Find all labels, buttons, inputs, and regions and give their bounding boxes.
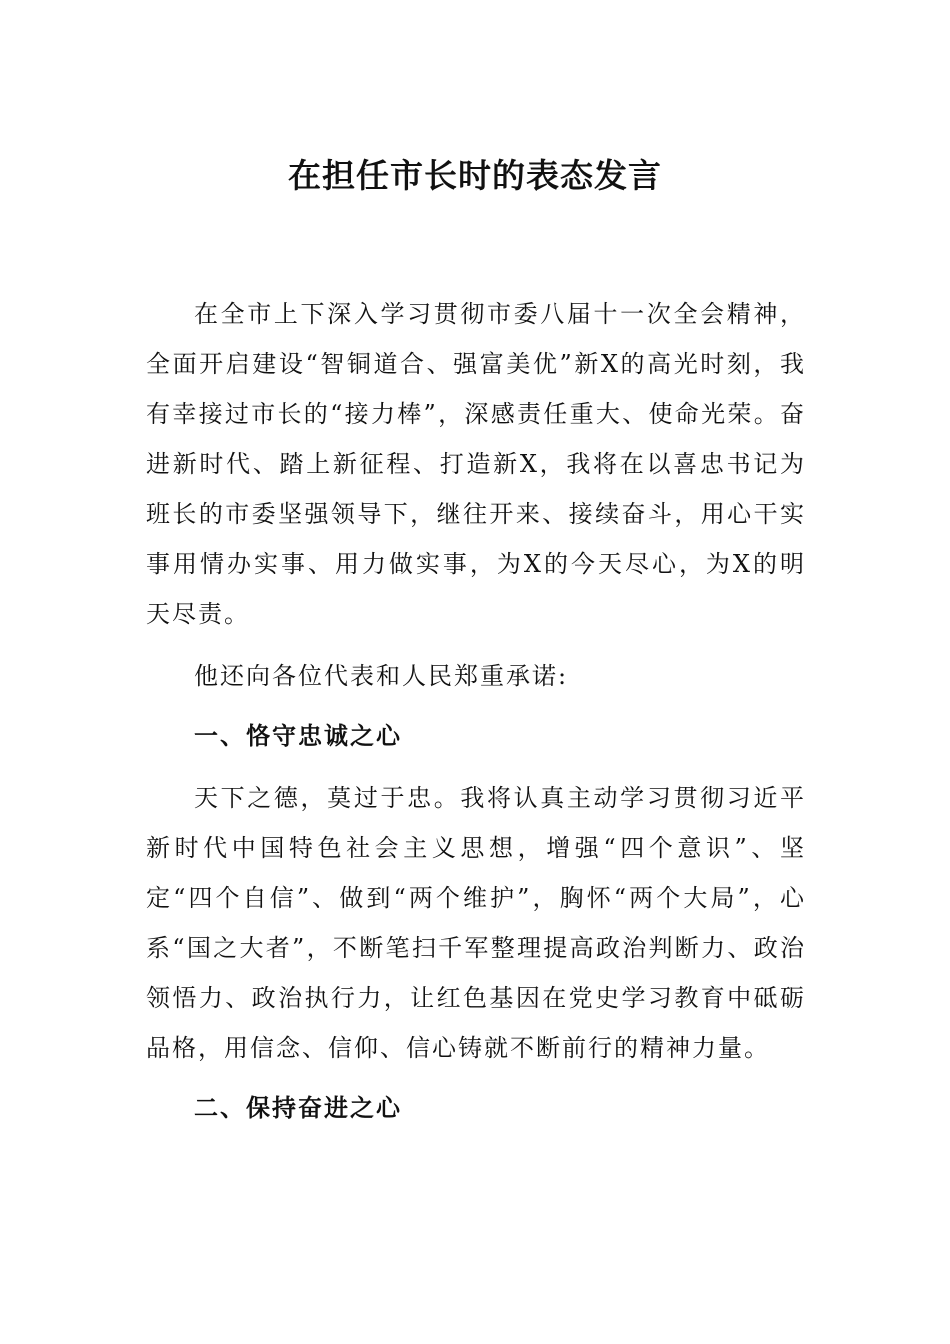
paragraph-loyalty: 天下之德，莫过于忠。我将认真主动学习贯彻习近平新时代中国特色社会主义思想，增强“四个意识”、坚定“四个自信”、做到“两个维护”，胸怀“两个大局”，心系“国之大者”，不断笔扫千军整理提高政治判断力、政治领悟力、政治执行力，让红色基因在党史学习教育中砥砺品格，用信念、信仰、信心铸就不断前行的精神力量。 — [146, 784, 806, 1062]
section-heading-progress: 二、保持奋进之心 — [194, 1093, 402, 1122]
section-heading-loyalty: 一、恪守忠诚之心 — [194, 721, 402, 750]
paragraph-promise: 他还向各位代表和人民郑重承诺: — [194, 662, 569, 690]
document-title: 在担任市长时的表态发言 — [288, 156, 662, 195]
paragraph-intro: 在全市上下深入学习贯彻市委八届十一次全会精神，全面开启建设“智铜道合、强富美优”新X的高光时刻，我有幸接过市长的“接力棒”，深感责任重大、使命光荣。奋进新时代、踏上新征程、打造新X，我将在以喜忠书记为班长的市委坚强领导下，继往开来、接续奋斗，用心干实事用情办实事、用力做实事，为X的今天尽心，为X的明天尽责。 — [146, 300, 806, 628]
